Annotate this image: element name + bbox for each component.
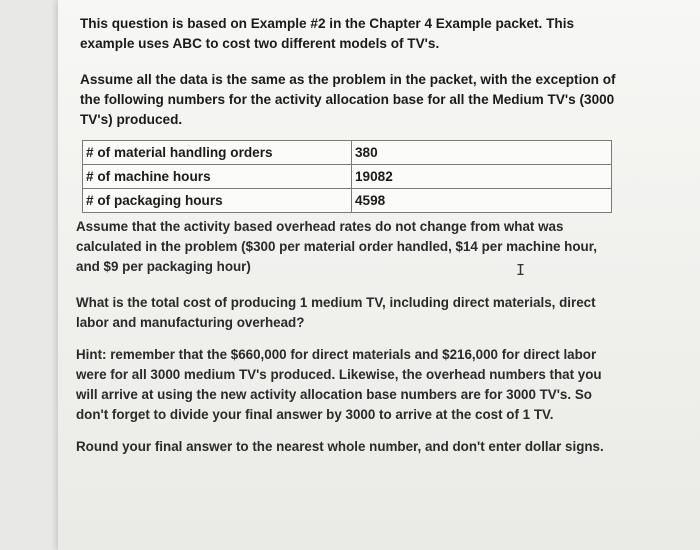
row-value: 19082 bbox=[352, 165, 612, 189]
question-page bbox=[58, 0, 700, 550]
row-value: 380 bbox=[352, 141, 612, 165]
question-content bbox=[76, 14, 620, 457]
intro-text: This question is based on Example #2 in the Chapter 4 Example packet. This example uses ABC to cost two different models of TV's. bbox=[80, 16, 575, 51]
allocation-table bbox=[82, 140, 612, 213]
table-row bbox=[83, 165, 612, 189]
row-value: 4598 bbox=[352, 189, 612, 213]
row-label: # of packaging hours bbox=[83, 189, 352, 213]
table-row bbox=[83, 141, 612, 165]
question-body bbox=[76, 217, 616, 457]
rates-note-text: Assume that the activity based overhead rates do not change from what was calculated in the problem ($300 per material order handled, $14 per machine hour, and $9 per packaging hour) bbox=[76, 219, 597, 274]
row-label: # of material handling orders bbox=[83, 141, 352, 165]
table-row bbox=[83, 189, 612, 213]
assumption-text: Assume all the data is the same as the problem in the packet, with the exception of the following numbers for the activity allocation base for all the Medium TV's (3000 TV's) produced. bbox=[80, 72, 616, 127]
hint-text: Hint: remember that the $660,000 for direct materials and $216,000 for direct labor were for all 3000 medium TV's produced. Likewise, the overhead numbers that you will arrive at using the new activity allocation base numbers are for 3000 TV's. So don't forget to divide your final answer by 3000 to arrive at the cost of 1 TV. bbox=[76, 347, 602, 422]
prompt-text: What is the total cost of producing 1 medium TV, including direct materials, direct labor and manufacturing overhead? bbox=[76, 295, 596, 330]
text-cursor-icon: I bbox=[516, 261, 526, 279]
row-label: # of machine hours bbox=[83, 165, 352, 189]
rounding-text: Round your final answer to the nearest whole number, and don't enter dollar signs. bbox=[76, 439, 604, 454]
